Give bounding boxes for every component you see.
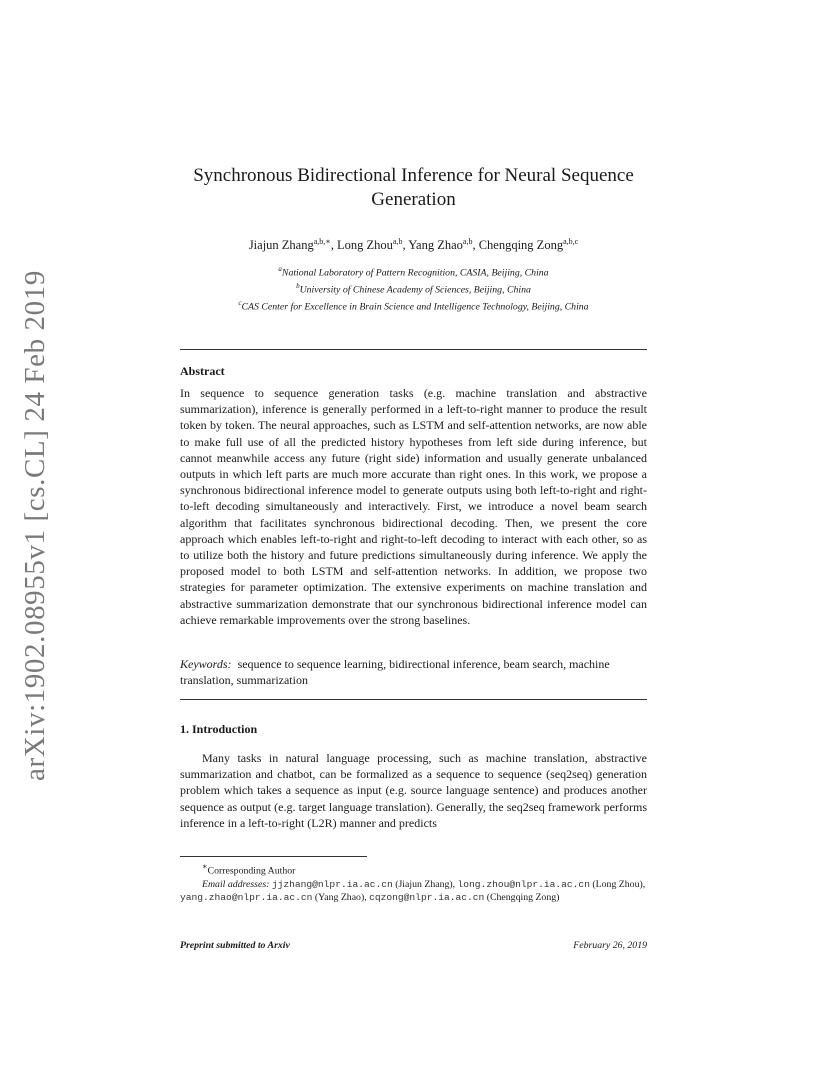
paper-title: Synchronous Bidirectional Inference for Neural Sequence Generation [193, 165, 634, 210]
abstract-heading: Abstract [180, 364, 225, 378]
email-link[interactable]: jjzhang@nlpr.ia.ac.cn [271, 878, 393, 890]
affiliation-line: $^c$CAS Center for Excellence in Brain Science and Intelligence Technology, Beijing, China [238, 298, 589, 312]
author: Yang Zhao$^{a,b}$ [408, 237, 473, 253]
section-heading-introduction: 1. Introduction [180, 722, 258, 736]
email-link[interactable]: long.zhou@nlpr.ia.ac.cn [457, 878, 590, 890]
abstract-bottom-rule [180, 699, 647, 700]
affiliation-line: $^a$National Laboratory of Pattern Recognition, CASIA, Beijing, China [278, 265, 549, 279]
arxiv-side-identifier [14, 269, 56, 781]
footnote-corresponding: ∗Corresponding Author [202, 862, 296, 877]
arxiv-id-text: arXiv:1902.08955v1 [cs.CL] 24 Feb 2019 [18, 269, 51, 781]
abstract-top-rule [180, 349, 647, 350]
preprint-date: February 26, 2019 [573, 940, 647, 951]
keywords-text: sequence to sequence learning, bidirectional inference, beam search, machine translation, summarization [180, 657, 610, 688]
author: Jiajun Zhang$^{a,b,∗}$ [248, 237, 331, 253]
keywords [180, 656, 647, 688]
footnote [180, 860, 647, 904]
footnote-emails: Email addresses: jjzhang@nlpr.ia.ac.cn (Jiajun Zhang), long.zhou@nlpr.ia.ac.cn (Long Zhou), yang.zhao@nlpr.ia.ac.cn (Yang Zhao), cqzong@nlpr.ia.ac.cn (Chengqing Zong) [180, 878, 646, 904]
keywords-label: Keywords: [180, 657, 232, 671]
abstract-text: In sequence to sequence generation tasks (e.g. machine translation and abstractive summarization), inference is generally performed in a left-to-right manner to produce the result token by token. The neural approaches, such as LSTM and self-attention networks, are now able to make full use of all the predicted history hypotheses from left side during inference, but cannot meanwhile access any future (right side) information and usually generate unbalanced outputs in which left parts are much more accurate than right ones. In this work, we propose a synchronous bidirectional inference model to generate outputs using both left-to-right and right-to-left decoding simultaneously and interactively. First, we introduce a novel beam search algorithm that facilitates synchronous bidirectional decoding. Then, we present the core approach which enables left-to-right and right-to-left decoding to interact with each other, so as to utilize both the history and future predictions simultaneously during inference. We apply the proposed model to both LSTM and self-attention networks. In addition, we propose two strategies for parameter optimization. The extensive experiments on machine translation and abstractive summarization demonstrate that our synchronous bidirectional inference model can achieve remarkable improvements over the strong baselines. [180, 386, 647, 627]
introduction-text: Many tasks in natural language processing, such as machine translation, abstractive summarization and chatbot, can be formalized as a sequence to sequence (seq2seq) generation problem which takes a sequence as input (e.g. source language sentence) and produces another sequence as output (e.g. target language translation). Generally, the seq2seq framework performs inference in a left-to-right (L2R) manner and predicts [180, 751, 647, 830]
author: Long Zhou$^{a,b}$ [336, 237, 403, 253]
preprint-note: Preprint submitted to Arxiv [180, 940, 290, 951]
email-link[interactable]: cqzong@nlpr.ia.ac.cn [369, 892, 485, 904]
affiliations [150, 263, 677, 313]
affiliation-line: $^b$University of Chinese Academy of Sciences, Beijing, China [296, 281, 531, 296]
author-list: Jiajun Zhang$^{a,b,∗}$, Long Zhou$^{a,b}$, Yang Zhao$^{a,b}$, Chengqing Zong$^{a,b,c}$ [248, 237, 579, 253]
email-link[interactable]: yang.zhao@nlpr.ia.ac.cn [180, 892, 313, 904]
author: Chengqing Zong$^{a,b,c}$ [478, 237, 579, 253]
footnote-rule [180, 856, 367, 857]
